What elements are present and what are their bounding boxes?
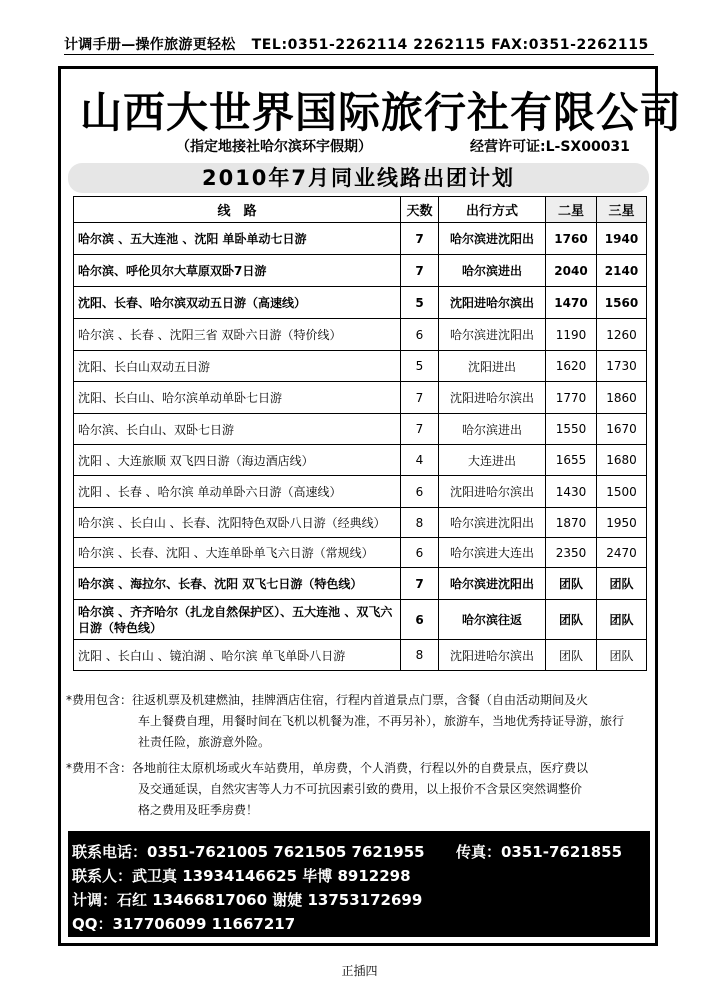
contact-fax: 传真：0351-7621855 xyxy=(456,843,623,861)
mode-cell: 沈阳进哈尔滨出 xyxy=(439,476,546,508)
two-star-price: 1190 xyxy=(546,319,597,351)
mode-cell: 哈尔滨进出 xyxy=(439,255,546,287)
mode-cell: 沈阳进出 xyxy=(439,351,546,382)
route-cell: 沈阳、长春、哈尔滨双动五日游（高速线） xyxy=(74,287,401,319)
excluded-line-2: 及交通延误，自然灾害等人力不可抗因素引致的费用，以上报价不含景区突然调整价 xyxy=(138,782,583,796)
days-cell: 7 xyxy=(401,568,439,600)
table-row xyxy=(74,319,647,351)
route-cell: 沈阳、长白山双动五日游 xyxy=(74,351,401,382)
route-cell: 沈阳 、长白山 、镜泊湖 、哈尔滨 单飞单卧八日游 xyxy=(74,640,401,671)
table-header-row xyxy=(74,197,647,223)
header-slogan: 计调手册—操作旅游更轻松 xyxy=(64,37,236,53)
two-star-price: 团队 xyxy=(546,568,597,600)
two-star-price: 团队 xyxy=(546,600,597,640)
included-line-1: *费用包含：往返机票及机建燃油，挂牌酒店住宿，行程内首道景点门票，含餐（自由活动期间及火 xyxy=(66,693,589,707)
days-cell: 6 xyxy=(401,538,439,568)
two-star-price: 1470 xyxy=(546,287,597,319)
header-two-star: 二星 xyxy=(546,197,597,223)
route-cell: 哈尔滨 、五大连池 、沈阳 单卧单动七日游 xyxy=(74,223,401,255)
three-star-price: 团队 xyxy=(597,568,647,600)
days-cell: 5 xyxy=(401,287,439,319)
three-star-price: 1560 xyxy=(597,287,647,319)
two-star-price: 2350 xyxy=(546,538,597,568)
three-star-price: 1260 xyxy=(597,319,647,351)
days-cell: 6 xyxy=(401,600,439,640)
three-star-price: 团队 xyxy=(597,600,647,640)
header-route: 线 路 xyxy=(74,197,401,223)
header-mode: 出行方式 xyxy=(439,197,546,223)
route-cell: 哈尔滨 、长白山 、长春、沈阳特色双卧八日游（经典线） xyxy=(74,508,401,538)
mode-cell: 大连进出 xyxy=(439,445,546,476)
table-row xyxy=(74,287,647,319)
days-cell: 8 xyxy=(401,640,439,671)
included-line-2: 车上餐费自理，用餐时间在飞机以机餐为准，不再另补），旅游车，当地优秀持证导游，旅行 xyxy=(138,714,625,728)
route-cell: 哈尔滨 、海拉尔、长春、沈阳 双飞七日游（特色线） xyxy=(74,568,401,600)
mode-cell: 哈尔滨往返 xyxy=(439,600,546,640)
contact-phone: 联系电话：0351-7621005 7621505 7621955 xyxy=(72,843,425,861)
two-star-price: 1655 xyxy=(546,445,597,476)
header-contact: TEL:0351-2262114 2262115 FAX:0351-2262115 xyxy=(251,37,649,53)
mode-cell: 哈尔滨进出 xyxy=(439,414,546,445)
table-row xyxy=(74,508,647,538)
contact-planner: 计调：石红 13466817060 谢婕 13753172699 xyxy=(72,891,423,909)
mode-cell: 哈尔滨进沈阳出 xyxy=(439,223,546,255)
two-star-price: 1760 xyxy=(546,223,597,255)
two-star-price: 团队 xyxy=(546,640,597,671)
contact-person: 联系人：武卫真 13934146625 毕博 8912298 xyxy=(72,867,411,885)
three-star-price: 2140 xyxy=(597,255,647,287)
days-cell: 7 xyxy=(401,414,439,445)
mode-cell: 哈尔滨进沈阳出 xyxy=(439,508,546,538)
table-row xyxy=(74,445,647,476)
table-row xyxy=(74,476,647,508)
route-cell: 沈阳 、长春 、哈尔滨 单动单卧六日游（高速线） xyxy=(74,476,401,508)
days-cell: 8 xyxy=(401,508,439,538)
three-star-price: 1500 xyxy=(597,476,647,508)
excluded-line-3: 格之费用及旺季房费！ xyxy=(138,803,259,817)
two-star-price: 2040 xyxy=(546,255,597,287)
company-designation: （指定地接社哈尔滨环宇假期） xyxy=(176,139,372,155)
table-row xyxy=(74,414,647,445)
days-cell: 7 xyxy=(401,255,439,287)
mode-cell: 哈尔滨进沈阳出 xyxy=(439,568,546,600)
three-star-price: 2470 xyxy=(597,538,647,568)
two-star-price: 1550 xyxy=(546,414,597,445)
excluded-note xyxy=(66,758,651,821)
route-cell: 沈阳、长白山、哈尔滨单动单卧七日游 xyxy=(74,382,401,414)
table-row xyxy=(74,382,647,414)
contact-qq: QQ：317706099 11667217 xyxy=(72,915,296,933)
plan-title: 2010年7月同业线路出团计划 xyxy=(68,163,649,193)
days-cell: 5 xyxy=(401,351,439,382)
days-cell: 6 xyxy=(401,476,439,508)
table-row xyxy=(74,223,647,255)
route-cell: 哈尔滨 、长春、沈阳 、大连单卧单飞六日游（常规线） xyxy=(74,538,401,568)
mode-cell: 沈阳进哈尔滨出 xyxy=(439,287,546,319)
included-note xyxy=(66,690,651,753)
route-cell: 哈尔滨、呼伦贝尔大草原双卧7日游 xyxy=(74,255,401,287)
three-star-price: 1730 xyxy=(597,351,647,382)
excluded-line-1: *费用不含：各地前往太原机场或火车站费用，单房费，个人消费，行程以外的自费景点，医疗费以 xyxy=(66,761,589,775)
table-row xyxy=(74,600,647,640)
days-cell: 7 xyxy=(401,223,439,255)
three-star-price: 1950 xyxy=(597,508,647,538)
two-star-price: 1770 xyxy=(546,382,597,414)
page-footer: 正插四 xyxy=(341,964,378,978)
mode-cell: 哈尔滨进沈阳出 xyxy=(439,319,546,351)
top-header xyxy=(64,34,654,55)
table-row xyxy=(74,351,647,382)
included-line-3: 社责任险，旅游意外险。 xyxy=(138,735,271,749)
days-cell: 4 xyxy=(401,445,439,476)
table-row xyxy=(74,538,647,568)
mode-cell: 沈阳进哈尔滨出 xyxy=(439,382,546,414)
three-star-price: 1860 xyxy=(597,382,647,414)
route-cell: 哈尔滨、长白山、双卧七日游 xyxy=(74,414,401,445)
days-cell: 6 xyxy=(401,319,439,351)
contact-box xyxy=(68,831,650,937)
company-name: 山西大世界国际旅行社有限公司 xyxy=(80,88,683,137)
two-star-price: 1620 xyxy=(546,351,597,382)
header-days: 天数 xyxy=(401,197,439,223)
three-star-price: 团队 xyxy=(597,640,647,671)
two-star-price: 1430 xyxy=(546,476,597,508)
three-star-price: 1940 xyxy=(597,223,647,255)
route-cell: 哈尔滨 、长春 、沈阳三省 双卧六日游（特价线） xyxy=(74,319,401,351)
days-cell: 7 xyxy=(401,382,439,414)
table-row xyxy=(74,640,647,671)
route-cell: 哈尔滨 、齐齐哈尔（扎龙自然保护区）、五大连池 、双飞六日游（特色线） xyxy=(74,600,401,640)
three-star-price: 1680 xyxy=(597,445,647,476)
header-three-star: 三星 xyxy=(597,197,647,223)
table-row xyxy=(74,568,647,600)
route-cell: 沈阳 、大连旅顺 双飞四日游（海边酒店线） xyxy=(74,445,401,476)
mode-cell: 沈阳进哈尔滨出 xyxy=(439,640,546,671)
mode-cell: 哈尔滨进大连出 xyxy=(439,538,546,568)
table-row xyxy=(74,255,647,287)
two-star-price: 1870 xyxy=(546,508,597,538)
three-star-price: 1670 xyxy=(597,414,647,445)
route-table xyxy=(73,196,647,671)
license-number: 经营许可证:L-SX00031 xyxy=(470,139,630,155)
